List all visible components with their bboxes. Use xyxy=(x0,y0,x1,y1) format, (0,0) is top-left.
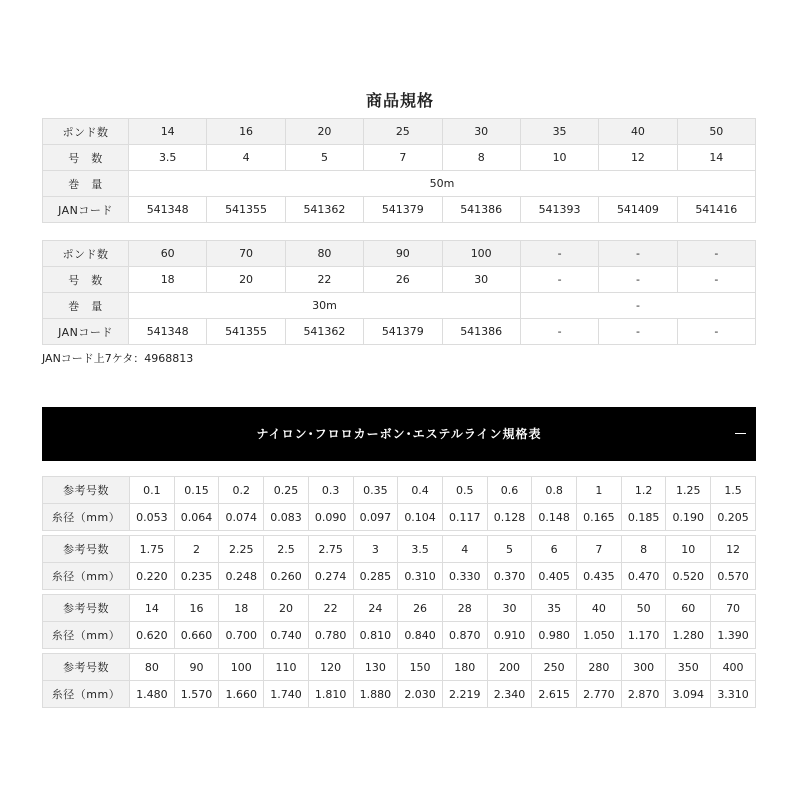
cell: 60 xyxy=(129,241,207,267)
cell: 1.75 xyxy=(130,536,175,563)
table-row xyxy=(43,197,756,223)
cell: 0.220 xyxy=(130,563,175,590)
row-label: 巻 量 xyxy=(43,293,129,319)
merged-cell: 30m xyxy=(129,293,521,319)
cell: 400 xyxy=(711,654,756,681)
cell: 4 xyxy=(442,536,487,563)
cell: 0.470 xyxy=(621,563,666,590)
table-row xyxy=(43,319,756,345)
diameter-table xyxy=(42,476,756,531)
cell: 28 xyxy=(442,595,487,622)
cell: 1 xyxy=(577,477,622,504)
cell: 180 xyxy=(442,654,487,681)
jan-code-note: JANコード上7ケタ：4968813 xyxy=(42,352,194,365)
cell: 40 xyxy=(577,595,622,622)
cell: 0.104 xyxy=(398,504,443,531)
cell: 22 xyxy=(308,595,353,622)
cell: 5 xyxy=(487,536,532,563)
cell: 0.570 xyxy=(711,563,756,590)
cell: 26 xyxy=(398,595,443,622)
table-row xyxy=(43,119,756,145)
cell: 7 xyxy=(364,145,442,171)
cell: 0.190 xyxy=(666,504,711,531)
cell: 541386 xyxy=(442,197,520,223)
cell: 1.740 xyxy=(264,681,309,708)
cell: 7 xyxy=(577,536,622,563)
cell: 12 xyxy=(599,145,677,171)
merged-cell: 50m xyxy=(129,171,756,197)
cell: 6 xyxy=(532,536,577,563)
table-row xyxy=(43,145,756,171)
cell: 35 xyxy=(532,595,577,622)
minus-icon[interactable] xyxy=(735,433,746,434)
table-row xyxy=(43,241,756,267)
cell: 100 xyxy=(219,654,264,681)
cell: 3.5 xyxy=(129,145,207,171)
diameter-table xyxy=(42,653,756,708)
cell: 0.910 xyxy=(487,622,532,649)
cell: 16 xyxy=(207,119,285,145)
cell: 2.340 xyxy=(487,681,532,708)
cell: 130 xyxy=(353,654,398,681)
cell: 0.330 xyxy=(442,563,487,590)
cell: 0.700 xyxy=(219,622,264,649)
cell: 0.165 xyxy=(577,504,622,531)
cell: 14 xyxy=(130,595,175,622)
table-row xyxy=(43,477,756,504)
row-label: 糸径（mm） xyxy=(43,563,130,590)
cell: 541386 xyxy=(442,319,520,345)
cell: 0.1 xyxy=(130,477,175,504)
row-label: 巻 量 xyxy=(43,171,129,197)
cell: 0.260 xyxy=(264,563,309,590)
table-row xyxy=(43,681,756,708)
cell: 0.285 xyxy=(353,563,398,590)
cell: 0.3 xyxy=(308,477,353,504)
cell: 3 xyxy=(353,536,398,563)
cell: 12 xyxy=(711,536,756,563)
cell: 60 xyxy=(666,595,711,622)
page-title: 商品規格 xyxy=(365,91,434,110)
cell: 541362 xyxy=(285,319,363,345)
cell: 150 xyxy=(398,654,443,681)
cell: 0.5 xyxy=(442,477,487,504)
spec-table-2 xyxy=(42,240,756,345)
row-label: 糸径（mm） xyxy=(43,504,130,531)
cell: 0.620 xyxy=(130,622,175,649)
cell: 2.030 xyxy=(398,681,443,708)
cell: 8 xyxy=(442,145,520,171)
cell: 0.6 xyxy=(487,477,532,504)
cell: 2.5 xyxy=(264,536,309,563)
row-label: 参考号数 xyxy=(43,595,130,622)
cell: 280 xyxy=(577,654,622,681)
cell: 1.880 xyxy=(353,681,398,708)
cell: 0.405 xyxy=(532,563,577,590)
cell: 8 xyxy=(621,536,666,563)
cell: 30 xyxy=(487,595,532,622)
cell: 1.170 xyxy=(621,622,666,649)
cell: - xyxy=(520,267,598,293)
cell: - xyxy=(677,319,755,345)
diameter-table xyxy=(42,535,756,590)
accordion-title: ナイロン･フロロカーボン･エステルライン規格表 xyxy=(256,427,542,441)
cell: 120 xyxy=(308,654,353,681)
cell: 1.570 xyxy=(174,681,219,708)
cell: 0.128 xyxy=(487,504,532,531)
cell: 0.8 xyxy=(532,477,577,504)
cell: 2.25 xyxy=(219,536,264,563)
cell: 350 xyxy=(666,654,711,681)
cell: 0.053 xyxy=(130,504,175,531)
cell: 0.435 xyxy=(577,563,622,590)
cell: 26 xyxy=(364,267,442,293)
cell: 0.980 xyxy=(532,622,577,649)
cell: 4 xyxy=(207,145,285,171)
cell: 1.25 xyxy=(666,477,711,504)
cell: 0.660 xyxy=(174,622,219,649)
cell: - xyxy=(520,241,598,267)
cell: 40 xyxy=(599,119,677,145)
cell: 2 xyxy=(174,536,219,563)
cell: - xyxy=(677,267,755,293)
cell: 1.5 xyxy=(711,477,756,504)
cell: 0.310 xyxy=(398,563,443,590)
cell: 20 xyxy=(207,267,285,293)
row-label: 参考号数 xyxy=(43,536,130,563)
cell: 0.810 xyxy=(353,622,398,649)
cell: 541355 xyxy=(207,319,285,345)
cell: 0.25 xyxy=(264,477,309,504)
cell: 10 xyxy=(520,145,598,171)
cell: 2.770 xyxy=(577,681,622,708)
cell: 541348 xyxy=(129,197,207,223)
cell: 0.780 xyxy=(308,622,353,649)
cell: 0.090 xyxy=(308,504,353,531)
cell: 541409 xyxy=(599,197,677,223)
cell: 70 xyxy=(207,241,285,267)
cell: 0.205 xyxy=(711,504,756,531)
cell: 2.219 xyxy=(442,681,487,708)
table-row xyxy=(43,595,756,622)
cell: - xyxy=(599,319,677,345)
cell: 250 xyxy=(532,654,577,681)
cell: 1.660 xyxy=(219,681,264,708)
cell: 0.15 xyxy=(174,477,219,504)
accordion-header[interactable] xyxy=(42,407,756,461)
table-row xyxy=(43,293,756,319)
row-label: ポンド数 xyxy=(43,119,129,145)
cell: 80 xyxy=(285,241,363,267)
cell: 1.390 xyxy=(711,622,756,649)
cell: 300 xyxy=(621,654,666,681)
cell: 541355 xyxy=(207,197,285,223)
cell: - xyxy=(520,319,598,345)
cell: 0.097 xyxy=(353,504,398,531)
row-label: 糸径（mm） xyxy=(43,622,130,649)
table-row xyxy=(43,267,756,293)
spec-table-1 xyxy=(42,118,756,223)
cell: 0.235 xyxy=(174,563,219,590)
row-label: JANコード xyxy=(43,197,129,223)
cell: 0.870 xyxy=(442,622,487,649)
table-row xyxy=(43,563,756,590)
cell: 50 xyxy=(621,595,666,622)
cell: 25 xyxy=(364,119,442,145)
cell: 14 xyxy=(129,119,207,145)
diameter-table xyxy=(42,594,756,649)
row-label: ポンド数 xyxy=(43,241,129,267)
cell: 0.2 xyxy=(219,477,264,504)
cell: 70 xyxy=(711,595,756,622)
cell: 18 xyxy=(219,595,264,622)
cell: 2.870 xyxy=(621,681,666,708)
cell: 2.75 xyxy=(308,536,353,563)
cell: 22 xyxy=(285,267,363,293)
row-label: 号 数 xyxy=(43,145,129,171)
row-label: 参考号数 xyxy=(43,477,130,504)
cell: 541362 xyxy=(285,197,363,223)
cell: 80 xyxy=(130,654,175,681)
cell: 3.310 xyxy=(711,681,756,708)
row-label: 糸径（mm） xyxy=(43,681,130,708)
row-label: JANコード xyxy=(43,319,129,345)
cell: 1.480 xyxy=(130,681,175,708)
cell: 1.280 xyxy=(666,622,711,649)
cell: - xyxy=(677,241,755,267)
cell: 541393 xyxy=(520,197,598,223)
table-row xyxy=(43,654,756,681)
cell: 200 xyxy=(487,654,532,681)
cell: 541348 xyxy=(129,319,207,345)
cell: 0.35 xyxy=(353,477,398,504)
cell: 1.2 xyxy=(621,477,666,504)
cell: 35 xyxy=(520,119,598,145)
table-row xyxy=(43,504,756,531)
cell: 541416 xyxy=(677,197,755,223)
cell: - xyxy=(599,267,677,293)
cell: 0.840 xyxy=(398,622,443,649)
cell: 24 xyxy=(353,595,398,622)
cell: 16 xyxy=(174,595,219,622)
table-row xyxy=(43,171,756,197)
cell: 0.740 xyxy=(264,622,309,649)
cell: 0.185 xyxy=(621,504,666,531)
cell: 3.5 xyxy=(398,536,443,563)
cell: 30 xyxy=(442,267,520,293)
merged-cell: - xyxy=(520,293,755,319)
cell: 90 xyxy=(174,654,219,681)
cell: 20 xyxy=(264,595,309,622)
table-row xyxy=(43,622,756,649)
cell: - xyxy=(599,241,677,267)
cell: 18 xyxy=(129,267,207,293)
cell: 0.074 xyxy=(219,504,264,531)
cell: 0.370 xyxy=(487,563,532,590)
cell: 541379 xyxy=(364,319,442,345)
cell: 0.248 xyxy=(219,563,264,590)
cell: 110 xyxy=(264,654,309,681)
cell: 0.520 xyxy=(666,563,711,590)
cell: 3.094 xyxy=(666,681,711,708)
cell: 0.083 xyxy=(264,504,309,531)
cell: 50 xyxy=(677,119,755,145)
cell: 10 xyxy=(666,536,711,563)
cell: 20 xyxy=(285,119,363,145)
cell: 541379 xyxy=(364,197,442,223)
row-label: 号 数 xyxy=(43,267,129,293)
cell: 30 xyxy=(442,119,520,145)
cell: 90 xyxy=(364,241,442,267)
row-label: 参考号数 xyxy=(43,654,130,681)
table-row xyxy=(43,536,756,563)
cell: 14 xyxy=(677,145,755,171)
cell: 1.050 xyxy=(577,622,622,649)
cell: 100 xyxy=(442,241,520,267)
cell: 1.810 xyxy=(308,681,353,708)
cell: 0.274 xyxy=(308,563,353,590)
cell: 0.148 xyxy=(532,504,577,531)
cell: 5 xyxy=(285,145,363,171)
cell: 0.4 xyxy=(398,477,443,504)
cell: 0.064 xyxy=(174,504,219,531)
cell: 0.117 xyxy=(442,504,487,531)
cell: 2.615 xyxy=(532,681,577,708)
